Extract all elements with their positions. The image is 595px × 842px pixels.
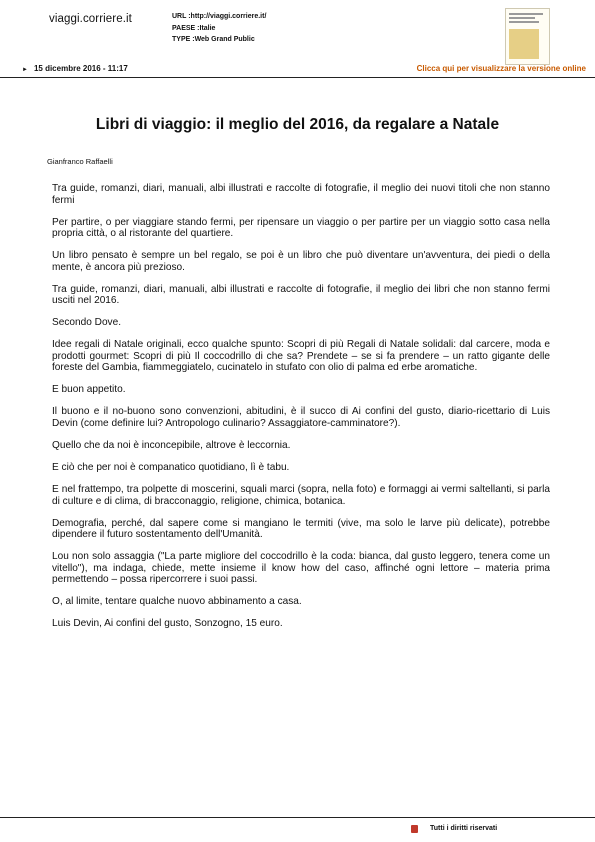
article-paragraph: Secondo Dove. [52, 317, 122, 329]
article-title: Libri di viaggio: il meglio del 2016, da regalare a Natale [95, 116, 500, 133]
article-paragraph: E nel frattempo, tra polpette di moscerini, squali marci (sopra, nella foto) e formaggi ai vermi saltellanti, si parla di culture e di clima, di bracconaggio, religione, chimica, botanica. [52, 484, 550, 507]
arrow-icon: ► [22, 67, 28, 73]
header-divider [0, 77, 595, 78]
site-logo: viaggi.corriere.it [49, 13, 132, 25]
article-author: Gianfranco Raffaelli [47, 157, 113, 166]
rights-notice: Tutti i diritti riservati [430, 825, 498, 832]
article-paragraph: Un libro pensato è sempre un bel regalo, se poi è un libro che può diventare un'avventura, dei piedi o della mente, è ancora più prezioso. [52, 250, 550, 273]
source-metadata [172, 11, 266, 46]
article-paragraph: E buon appetito. [52, 384, 126, 396]
article-paragraph: Demografia, perché, dal sapere come si mangiano le termiti (vive, ma solo le larve più delicate), potrebbe dipendere il futuro sostentamento dell'Umanità. [52, 517, 550, 541]
meta-type: TYPE :Web Grand Public [172, 36, 255, 43]
article-paragraph: E ciò che per noi è companatico quotidiano, lì è tabu. [52, 462, 290, 474]
article-paragraph: Per partire, o per viaggiare stando fermi, per ripensare un viaggio o per partire per un viaggio sotto casa nella propria città, o al ristorante del quartiere. [52, 216, 550, 240]
online-version-link[interactable]: Clicca qui per visualizzare la versione online [416, 64, 586, 73]
publication-date: ► 15 dicembre 2016 - 11:17 [22, 64, 128, 73]
article-paragraph: Tra guide, romanzi, diari, manuali, albi illustrati e raccolte di fotografie, il meglio dei nuovi titoli che non stanno fermi [52, 183, 550, 206]
article-paragraph: Lou non solo assaggia ("La parte migliore del coccodrillo è la coda: bianca, dal gusto leggero, tenera come un vitello"), ma indaga, chiede, mette insieme il know how del caso, affinché ogni lettore – materia prima permettendo – possa ripercorrere i suoi passi. [52, 551, 550, 586]
article-body [52, 183, 550, 640]
page-thumbnail[interactable] [505, 8, 550, 65]
article-paragraph: Quello che da noi è inconcepibile, altrove è leccornia. [52, 440, 291, 452]
article-paragraph: O, al limite, tentare qualche nuovo abbinamento a casa. [52, 596, 302, 608]
meta-country: PAESE :Italie [172, 24, 216, 32]
article-paragraph: Tra guide, romanzi, diari, manuali, albi illustrati e raccolte di fotografie, il meglio dei libri che non stanno fermi usciti nel 2016. [52, 283, 550, 307]
footer-divider [0, 817, 595, 818]
article-paragraph: Luis Devin, Ai confini del gusto, Sonzogno, 15 euro. [52, 618, 283, 630]
article-paragraph: Idee regali di Natale originali, ecco qualche spunto: Scopri di più Regali di Natale solidali: dal carcere, moda e prodotti gourmet: Scopri di più Il coccodrillo di che sa? Prendete – se si fa prendere – un ratto gigante delle foreste del Gambia, fiammeggiatelo, cucinatelo in stufato con olio di palma ed erbe aromatiche. [52, 339, 550, 374]
article-paragraph: Il buono e il no-buono sono convenzioni, abitudini, è il succo di Ai confini del gusto, diario-ricettario di Luis Devin (come definire lui? Antropologo culinario? Assaggiatore-camminatore?). [52, 406, 550, 430]
meta-url: URL :http://viaggi.corriere.it/ [172, 13, 267, 20]
copyright-icon [411, 825, 418, 833]
